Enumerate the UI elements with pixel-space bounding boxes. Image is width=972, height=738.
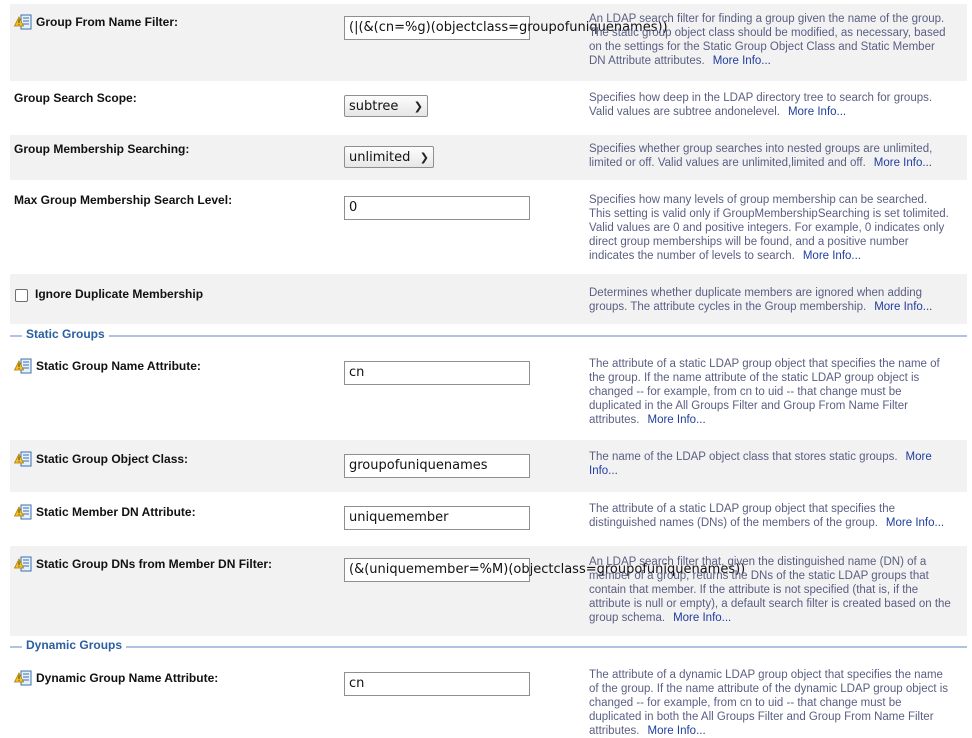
group-membership-searching-description: Specifies whether group searches into nested groups are unlimited, limited or off. Valid values are unlimited,limited and off. More Info...: [589, 143, 933, 169]
section-divider: [10, 335, 967, 337]
more-info-link[interactable]: More Info...: [787, 106, 847, 118]
row-static-group-object-class: [10, 440, 967, 492]
section-static-groups: [10, 328, 967, 342]
dynamic-setting-icon: [14, 451, 32, 467]
max-group-membership-search-level-label: Max Group Membership Search Level:: [14, 193, 233, 207]
static-group-object-class-label: Static Group Object Class:: [14, 451, 188, 467]
dynamic-setting-icon: [14, 504, 32, 520]
static-group-object-class-input[interactable]: groupofuniquenames: [344, 454, 530, 478]
ignore-duplicate-membership-checkbox[interactable]: [15, 289, 28, 302]
max-group-membership-search-level-input[interactable]: 0: [344, 196, 530, 220]
dynamic-group-name-attribute-input[interactable]: cn: [344, 672, 530, 696]
dynamic-setting-icon: [14, 670, 32, 686]
more-info-link[interactable]: More Info...: [589, 451, 932, 477]
row-static-group-name-attribute: [10, 346, 967, 436]
static-group-name-attribute-description: The attribute of a static LDAP group object that specifies the name of the group. If the name attribute of the static LDAP group object is changed -- for example, from cn to uid -- that change must be duplicated in the All Groups Filter and Group From Name Filter attributes. More Info...: [589, 358, 940, 426]
max-group-membership-search-level-description: Specifies how many levels of group membership can be searched. This setting is valid only if GroupMembershipSearching is set tolimited. Valid values are 0 and positive integers. For example, 0 indicates only direct group memberships will be found, and a positive number indicates the number of levels to search. More Info...: [589, 194, 949, 262]
more-info-link[interactable]: More Info...: [873, 157, 932, 169]
dynamic-setting-icon: [14, 556, 32, 572]
group-from-name-filter-description: An LDAP search filter for finding a group given the name of the group. The static group object class should be modified, as necessary, based on the settings for the Static Group Object Class and Static Member DN Attribute attributes. More Info...: [589, 13, 946, 67]
group-from-name-filter-label: Group From Name Filter:: [14, 14, 178, 30]
row-dynamic-group-name-attribute: [10, 658, 967, 737]
static-group-object-class-description: The name of the LDAP object class that stores static groups. More Info...: [589, 451, 932, 477]
static-group-name-attribute-label: Static Group Name Attribute:: [14, 358, 201, 374]
chevron-down-icon: ❯: [413, 99, 423, 113]
static-member-dn-attribute-label: Static Member DN Attribute:: [14, 504, 196, 520]
dynamic-setting-icon: [14, 358, 32, 374]
group-search-scope-label: Group Search Scope:: [14, 91, 137, 105]
row-static-member-dn-attribute: [10, 496, 967, 542]
group-from-name-filter-input[interactable]: (|(&(cn=%g)(objectclass=groupofuniquenames)): [344, 16, 530, 40]
group-membership-searching-select[interactable]: unlimited ❯: [344, 146, 434, 168]
section-title: Dynamic Groups: [22, 638, 126, 652]
dynamic-group-name-attribute-description: The attribute of a dynamic LDAP group object that specifies the name of the group. If the name attribute of the dynamic LDAP group object is changed -- for example, from cn to uid -- that change must be duplicated in both the All Groups Filter and Group From Name Filter attributes. More Info...: [589, 669, 949, 737]
more-info-link[interactable]: More Info...: [712, 55, 771, 67]
static-member-dn-attribute-description: The attribute of a static LDAP group object that specifies the distinguished names (DNs) of the members of the group. More Info...: [589, 503, 945, 529]
group-search-scope-description: Specifies how deep in the LDAP directory tree to search for groups. Valid values are subtree andonelevel. More Info...: [589, 92, 933, 118]
more-info-link[interactable]: More Info...: [647, 725, 706, 737]
ignore-duplicate-membership-label: Ignore Duplicate Membership: [35, 287, 204, 301]
dynamic-group-name-attribute-label: Dynamic Group Name Attribute:: [14, 670, 218, 686]
row-static-group-dns-filter: [10, 546, 967, 636]
static-group-dns-filter-label: Static Group DNs from Member DN Filter:: [14, 556, 272, 572]
section-dynamic-groups: [10, 639, 967, 653]
more-info-link[interactable]: More Info...: [874, 301, 933, 313]
static-group-name-attribute-input[interactable]: cn: [344, 361, 530, 385]
group-membership-searching-label: Group Membership Searching:: [14, 142, 190, 156]
more-info-link[interactable]: More Info...: [885, 517, 945, 529]
dynamic-setting-icon: [14, 14, 32, 30]
static-group-dns-filter-description: An LDAP search filter that, given the distinguished name (DN) of a member of a group, returns the DNs of the static LDAP groups that contain that member. If the attribute is not specified (that is, if the attribute is null or empty), a default search filter is created based on the group schema. More Info...: [589, 556, 951, 624]
section-divider: [10, 646, 967, 648]
ignore-duplicate-membership-description: Determines whether duplicate members are ignored when adding groups. The attribute cycles in the Group membership. More Info...: [589, 287, 933, 313]
row-ignore-duplicate-membership: [10, 274, 967, 324]
more-info-link[interactable]: More Info...: [647, 414, 706, 426]
chevron-down-icon: ❯: [419, 150, 429, 164]
row-max-group-membership-search-level: [10, 184, 967, 270]
more-info-link[interactable]: More Info...: [802, 250, 862, 262]
static-member-dn-attribute-input[interactable]: uniquemember: [344, 506, 530, 530]
section-title: Static Groups: [22, 327, 109, 341]
group-search-scope-select[interactable]: subtree ❯: [344, 95, 428, 117]
more-info-link[interactable]: More Info...: [673, 612, 732, 624]
row-group-from-name-filter: [10, 4, 967, 81]
row-group-membership-searching: [10, 135, 967, 180]
row-group-search-scope: [10, 85, 967, 131]
static-group-dns-filter-input[interactable]: (&(uniquemember=%M)(objectclass=groupofuniquenames)): [344, 558, 530, 582]
